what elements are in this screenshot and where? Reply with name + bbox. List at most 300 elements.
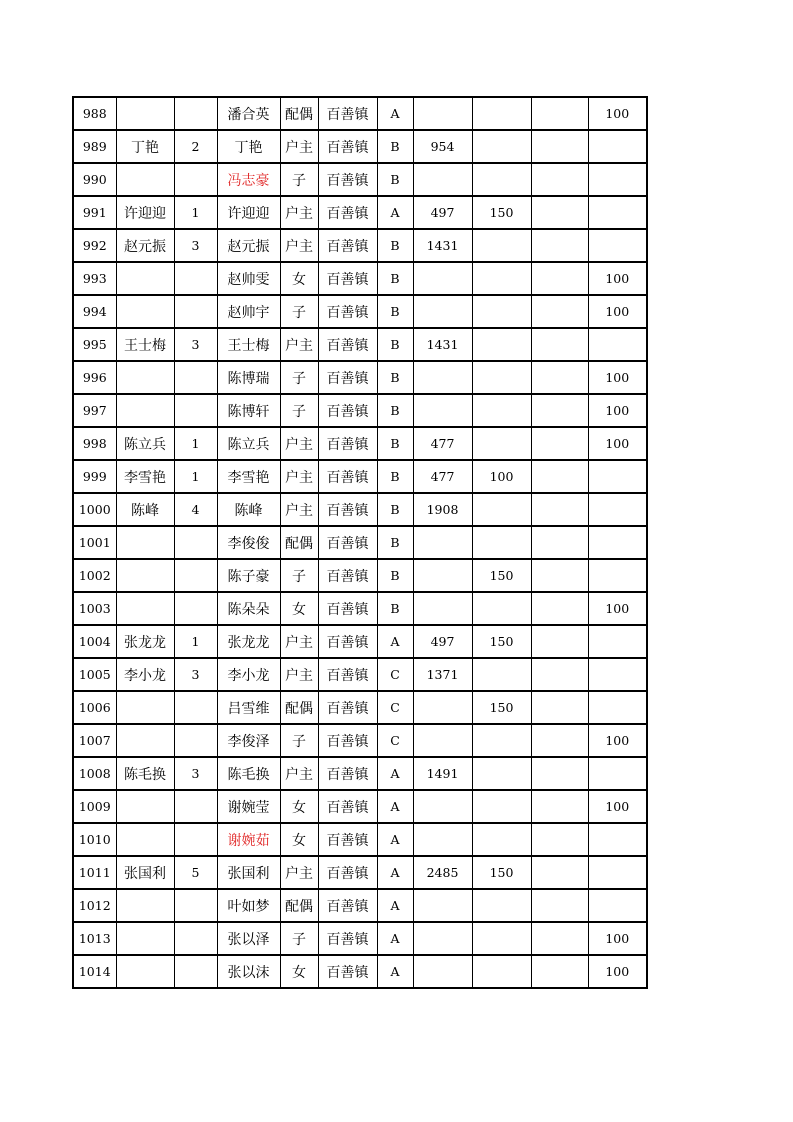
cell-amount: 477 (413, 460, 472, 493)
cell-town: 百善镇 (318, 262, 377, 295)
cell-member-name: 陈毛换 (217, 757, 280, 790)
cell-blank (531, 262, 588, 295)
cell-grade: A (377, 823, 413, 856)
cell-town: 百善镇 (318, 196, 377, 229)
cell-amount (413, 790, 472, 823)
table-row (73, 130, 647, 163)
cell-grade: A (377, 625, 413, 658)
cell-amount: 2485 (413, 856, 472, 889)
cell-household-head (116, 295, 174, 328)
cell-extra-amount: 150 (472, 196, 531, 229)
cell-amount: 497 (413, 196, 472, 229)
cell-row-number: 1005 (73, 658, 116, 691)
cell-amount (413, 691, 472, 724)
cell-relation: 女 (280, 955, 318, 988)
cell-amount (413, 724, 472, 757)
cell-blank (531, 592, 588, 625)
cell-town: 百善镇 (318, 724, 377, 757)
cell-amount: 477 (413, 427, 472, 460)
cell-relation: 户主 (280, 196, 318, 229)
cell-grade: A (377, 757, 413, 790)
cell-member-name: 许迎迎 (217, 196, 280, 229)
table-row (73, 724, 647, 757)
table-row (73, 460, 647, 493)
cell-amount (413, 526, 472, 559)
cell-town: 百善镇 (318, 757, 377, 790)
cell-row-number: 990 (73, 163, 116, 196)
roster-body (73, 97, 647, 988)
cell-blank (531, 394, 588, 427)
cell-household-head (116, 790, 174, 823)
cell-row-number: 1003 (73, 592, 116, 625)
cell-amount (413, 922, 472, 955)
cell-amount: 1491 (413, 757, 472, 790)
cell-subsidy: 100 (588, 295, 647, 328)
cell-amount: 1908 (413, 493, 472, 526)
cell-amount (413, 394, 472, 427)
cell-member-name: 张龙龙 (217, 625, 280, 658)
cell-household-head (116, 724, 174, 757)
cell-household-head: 张龙龙 (116, 625, 174, 658)
cell-relation: 子 (280, 361, 318, 394)
cell-household-size (174, 823, 217, 856)
cell-household-size: 2 (174, 130, 217, 163)
table-row (73, 526, 647, 559)
cell-grade: A (377, 922, 413, 955)
cell-relation: 户主 (280, 493, 318, 526)
cell-town: 百善镇 (318, 592, 377, 625)
cell-member-name: 张以泽 (217, 922, 280, 955)
cell-blank (531, 790, 588, 823)
cell-row-number: 1006 (73, 691, 116, 724)
cell-subsidy (588, 328, 647, 361)
cell-subsidy: 100 (588, 955, 647, 988)
cell-relation: 子 (280, 724, 318, 757)
cell-household-size: 3 (174, 658, 217, 691)
cell-subsidy: 100 (588, 262, 647, 295)
cell-subsidy (588, 460, 647, 493)
cell-grade: A (377, 889, 413, 922)
cell-member-name: 张以沫 (217, 955, 280, 988)
cell-household-size (174, 295, 217, 328)
cell-household-size (174, 592, 217, 625)
cell-amount: 1431 (413, 328, 472, 361)
cell-extra-amount: 150 (472, 856, 531, 889)
cell-town: 百善镇 (318, 889, 377, 922)
cell-blank (531, 823, 588, 856)
cell-town: 百善镇 (318, 394, 377, 427)
cell-member-name: 李小龙 (217, 658, 280, 691)
cell-subsidy (588, 856, 647, 889)
cell-household-size (174, 955, 217, 988)
cell-subsidy (588, 757, 647, 790)
cell-extra-amount: 100 (472, 460, 531, 493)
cell-town: 百善镇 (318, 328, 377, 361)
cell-town: 百善镇 (318, 130, 377, 163)
cell-household-head: 李雪艳 (116, 460, 174, 493)
cell-member-name: 陈立兵 (217, 427, 280, 460)
table-row (73, 790, 647, 823)
cell-subsidy: 100 (588, 394, 647, 427)
cell-blank (531, 130, 588, 163)
cell-household-size (174, 724, 217, 757)
cell-town: 百善镇 (318, 955, 377, 988)
cell-grade: B (377, 262, 413, 295)
cell-town: 百善镇 (318, 691, 377, 724)
cell-town: 百善镇 (318, 97, 377, 130)
cell-extra-amount (472, 889, 531, 922)
cell-grade: B (377, 559, 413, 592)
cell-town: 百善镇 (318, 460, 377, 493)
table-row (73, 889, 647, 922)
cell-relation: 户主 (280, 658, 318, 691)
cell-amount: 1431 (413, 229, 472, 262)
table-row (73, 295, 647, 328)
cell-subsidy (588, 823, 647, 856)
cell-household-size (174, 361, 217, 394)
cell-grade: A (377, 790, 413, 823)
cell-row-number: 1002 (73, 559, 116, 592)
cell-relation: 户主 (280, 757, 318, 790)
cell-member-name: 潘合英 (217, 97, 280, 130)
cell-blank (531, 559, 588, 592)
cell-household-size (174, 163, 217, 196)
cell-subsidy (588, 658, 647, 691)
cell-extra-amount (472, 757, 531, 790)
cell-relation: 户主 (280, 625, 318, 658)
cell-member-name: 叶如梦 (217, 889, 280, 922)
cell-member-name: 李俊泽 (217, 724, 280, 757)
cell-row-number: 991 (73, 196, 116, 229)
cell-relation: 配偶 (280, 526, 318, 559)
cell-extra-amount (472, 493, 531, 526)
cell-row-number: 1004 (73, 625, 116, 658)
cell-grade: B (377, 493, 413, 526)
table-row (73, 97, 647, 130)
cell-household-size (174, 691, 217, 724)
cell-row-number: 1009 (73, 790, 116, 823)
cell-extra-amount (472, 790, 531, 823)
cell-household-head (116, 955, 174, 988)
cell-extra-amount (472, 295, 531, 328)
cell-grade: B (377, 592, 413, 625)
cell-grade: B (377, 163, 413, 196)
cell-blank (531, 856, 588, 889)
table-row (73, 625, 647, 658)
cell-amount (413, 955, 472, 988)
table-row (73, 196, 647, 229)
table-row (73, 328, 647, 361)
table-row (73, 823, 647, 856)
cell-grade: B (377, 427, 413, 460)
cell-household-head: 王士梅 (116, 328, 174, 361)
cell-household-head (116, 262, 174, 295)
cell-grade: B (377, 361, 413, 394)
cell-grade: C (377, 691, 413, 724)
cell-blank (531, 922, 588, 955)
cell-subsidy (588, 130, 647, 163)
cell-member-name: 李俊俊 (217, 526, 280, 559)
cell-row-number: 989 (73, 130, 116, 163)
cell-subsidy: 100 (588, 97, 647, 130)
cell-amount: 954 (413, 130, 472, 163)
cell-household-size (174, 790, 217, 823)
cell-household-size: 4 (174, 493, 217, 526)
cell-amount (413, 592, 472, 625)
table-row (73, 262, 647, 295)
cell-relation: 户主 (280, 856, 318, 889)
cell-blank (531, 295, 588, 328)
cell-household-head: 丁艳 (116, 130, 174, 163)
cell-town: 百善镇 (318, 922, 377, 955)
cell-member-name: 冯志豪 (217, 163, 280, 196)
cell-grade: B (377, 130, 413, 163)
cell-blank (531, 691, 588, 724)
cell-grade: B (377, 229, 413, 262)
cell-subsidy: 100 (588, 724, 647, 757)
cell-row-number: 1001 (73, 526, 116, 559)
cell-amount (413, 262, 472, 295)
cell-blank (531, 658, 588, 691)
cell-member-name: 张国利 (217, 856, 280, 889)
cell-household-size: 1 (174, 625, 217, 658)
cell-relation: 女 (280, 790, 318, 823)
cell-row-number: 999 (73, 460, 116, 493)
cell-extra-amount (472, 262, 531, 295)
cell-blank (531, 625, 588, 658)
cell-town: 百善镇 (318, 790, 377, 823)
cell-row-number: 1014 (73, 955, 116, 988)
cell-extra-amount (472, 658, 531, 691)
table-row (73, 691, 647, 724)
roster-sheet (72, 96, 648, 989)
cell-blank (531, 757, 588, 790)
cell-extra-amount (472, 361, 531, 394)
cell-household-size (174, 526, 217, 559)
cell-relation: 配偶 (280, 97, 318, 130)
cell-blank (531, 361, 588, 394)
cell-household-head (116, 394, 174, 427)
cell-grade: B (377, 394, 413, 427)
cell-household-head: 赵元振 (116, 229, 174, 262)
cell-amount (413, 361, 472, 394)
cell-household-size (174, 262, 217, 295)
cell-subsidy (588, 196, 647, 229)
cell-household-size: 1 (174, 460, 217, 493)
cell-household-head: 陈立兵 (116, 427, 174, 460)
cell-town: 百善镇 (318, 361, 377, 394)
cell-relation: 配偶 (280, 889, 318, 922)
cell-blank (531, 97, 588, 130)
cell-household-size (174, 559, 217, 592)
cell-member-name: 李雪艳 (217, 460, 280, 493)
cell-member-name: 赵帅宇 (217, 295, 280, 328)
cell-member-name: 陈子豪 (217, 559, 280, 592)
cell-town: 百善镇 (318, 427, 377, 460)
cell-grade: A (377, 196, 413, 229)
cell-extra-amount: 150 (472, 625, 531, 658)
cell-blank (531, 163, 588, 196)
cell-grade: C (377, 724, 413, 757)
cell-row-number: 992 (73, 229, 116, 262)
cell-relation: 子 (280, 922, 318, 955)
cell-extra-amount (472, 394, 531, 427)
cell-relation: 户主 (280, 130, 318, 163)
cell-grade: A (377, 856, 413, 889)
cell-subsidy (588, 163, 647, 196)
cell-blank (531, 229, 588, 262)
cell-row-number: 996 (73, 361, 116, 394)
cell-amount (413, 559, 472, 592)
cell-relation: 子 (280, 163, 318, 196)
cell-relation: 子 (280, 394, 318, 427)
cell-town: 百善镇 (318, 658, 377, 691)
cell-extra-amount (472, 592, 531, 625)
cell-extra-amount (472, 97, 531, 130)
cell-row-number: 1008 (73, 757, 116, 790)
cell-row-number: 1000 (73, 493, 116, 526)
cell-household-head (116, 823, 174, 856)
table-row (73, 856, 647, 889)
cell-extra-amount (472, 163, 531, 196)
cell-blank (531, 427, 588, 460)
cell-household-head (116, 526, 174, 559)
cell-amount: 1371 (413, 658, 472, 691)
cell-blank (531, 493, 588, 526)
table-row (73, 394, 647, 427)
cell-town: 百善镇 (318, 295, 377, 328)
cell-blank (531, 724, 588, 757)
cell-row-number: 1011 (73, 856, 116, 889)
cell-household-head: 陈峰 (116, 493, 174, 526)
cell-household-size (174, 889, 217, 922)
cell-household-size (174, 922, 217, 955)
cell-member-name: 谢婉莹 (217, 790, 280, 823)
cell-subsidy (588, 493, 647, 526)
cell-row-number: 994 (73, 295, 116, 328)
cell-subsidy: 100 (588, 922, 647, 955)
cell-extra-amount (472, 955, 531, 988)
cell-amount (413, 295, 472, 328)
table-row (73, 163, 647, 196)
table-row (73, 361, 647, 394)
cell-blank (531, 526, 588, 559)
cell-town: 百善镇 (318, 823, 377, 856)
cell-household-size (174, 394, 217, 427)
cell-extra-amount (472, 130, 531, 163)
cell-member-name: 赵帅雯 (217, 262, 280, 295)
cell-subsidy (588, 691, 647, 724)
cell-household-head (116, 559, 174, 592)
cell-relation: 女 (280, 262, 318, 295)
cell-household-size: 3 (174, 229, 217, 262)
table-row (73, 592, 647, 625)
cell-relation: 户主 (280, 427, 318, 460)
cell-subsidy (588, 559, 647, 592)
table-row (73, 922, 647, 955)
cell-town: 百善镇 (318, 559, 377, 592)
cell-extra-amount: 150 (472, 691, 531, 724)
cell-member-name: 吕雪维 (217, 691, 280, 724)
cell-extra-amount (472, 427, 531, 460)
cell-household-head (116, 361, 174, 394)
table-row (73, 427, 647, 460)
cell-subsidy: 100 (588, 790, 647, 823)
cell-row-number: 988 (73, 97, 116, 130)
table-row (73, 955, 647, 988)
cell-row-number: 997 (73, 394, 116, 427)
cell-relation: 女 (280, 592, 318, 625)
cell-amount: 497 (413, 625, 472, 658)
cell-row-number: 1007 (73, 724, 116, 757)
cell-member-name: 陈朵朵 (217, 592, 280, 625)
cell-row-number: 993 (73, 262, 116, 295)
cell-town: 百善镇 (318, 625, 377, 658)
cell-blank (531, 196, 588, 229)
table-row (73, 229, 647, 262)
cell-household-size (174, 97, 217, 130)
cell-row-number: 1010 (73, 823, 116, 856)
cell-subsidy (588, 889, 647, 922)
cell-subsidy: 100 (588, 427, 647, 460)
cell-household-head: 李小龙 (116, 658, 174, 691)
cell-extra-amount (472, 328, 531, 361)
cell-relation: 配偶 (280, 691, 318, 724)
cell-grade: C (377, 658, 413, 691)
table-row (73, 757, 647, 790)
cell-amount (413, 163, 472, 196)
cell-extra-amount: 150 (472, 559, 531, 592)
cell-town: 百善镇 (318, 856, 377, 889)
cell-extra-amount (472, 823, 531, 856)
cell-extra-amount (472, 724, 531, 757)
cell-member-name: 丁艳 (217, 130, 280, 163)
cell-relation: 子 (280, 295, 318, 328)
cell-household-size: 3 (174, 328, 217, 361)
cell-household-head (116, 889, 174, 922)
cell-row-number: 998 (73, 427, 116, 460)
cell-town: 百善镇 (318, 163, 377, 196)
cell-blank (531, 955, 588, 988)
table-row (73, 493, 647, 526)
cell-row-number: 995 (73, 328, 116, 361)
cell-household-head: 许迎迎 (116, 196, 174, 229)
cell-relation: 子 (280, 559, 318, 592)
cell-household-head: 陈毛换 (116, 757, 174, 790)
cell-town: 百善镇 (318, 493, 377, 526)
cell-member-name: 陈峰 (217, 493, 280, 526)
cell-household-head (116, 691, 174, 724)
cell-subsidy: 100 (588, 592, 647, 625)
cell-grade: B (377, 328, 413, 361)
cell-row-number: 1013 (73, 922, 116, 955)
cell-household-head (116, 163, 174, 196)
cell-member-name: 赵元振 (217, 229, 280, 262)
cell-member-name: 王士梅 (217, 328, 280, 361)
cell-household-head: 张国利 (116, 856, 174, 889)
cell-town: 百善镇 (318, 526, 377, 559)
cell-blank (531, 460, 588, 493)
cell-subsidy (588, 625, 647, 658)
table-row (73, 559, 647, 592)
cell-grade: B (377, 460, 413, 493)
cell-grade: A (377, 955, 413, 988)
cell-household-size: 5 (174, 856, 217, 889)
cell-amount (413, 889, 472, 922)
cell-blank (531, 328, 588, 361)
cell-household-size: 3 (174, 757, 217, 790)
cell-member-name: 陈博瑞 (217, 361, 280, 394)
